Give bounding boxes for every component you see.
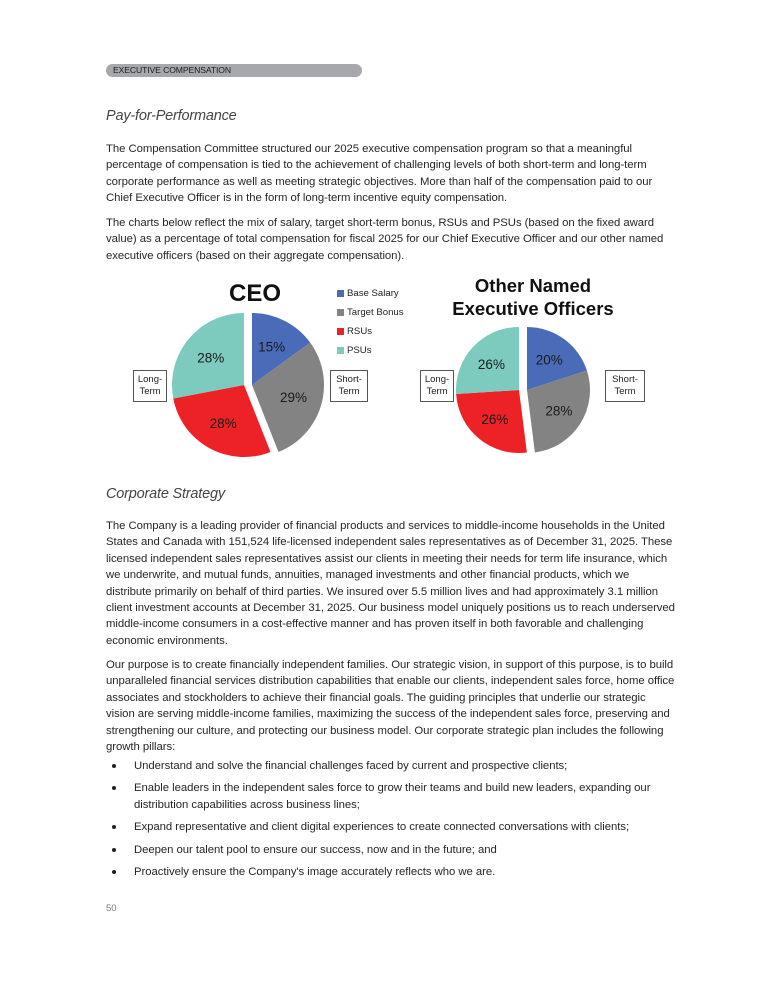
bullet-icon (112, 786, 116, 790)
growth-pillars-list (106, 758, 676, 886)
list-item-text: Proactively ensure the Company's image accurately reflects who we are. (134, 866, 496, 879)
list-item (106, 780, 676, 813)
corporate-strategy-heading: Corporate Strategy (106, 486, 225, 502)
bullet-icon (112, 870, 116, 874)
term-label-line: Term (614, 386, 636, 397)
others-pie-chart (456, 327, 590, 453)
legend-label: Target Bonus (347, 307, 404, 318)
corporate-strategy-paragraph-1: The Company is a leading provider of financial products and services to middle-income households in the United States and Canada with 151,524 life-licensed independent sales representatives as of December 31, 2025. These licensed independent sales representatives assist our clients in meeting their needs for term life insurance, which we underwrite, and mutual funds, annuities, managed investments and other financial products, which we distribute primarily on behalf of third parties. We insured over 5.5 million lives and had approximately 3.1 million client investment accounts at December 31, 2025. Our business model uniquely positions us to reach underserved middle-income consumers in a cost-effective manner and has proven itself in both favorable and challenging economic environments. (106, 520, 675, 647)
term-label-line: Term (139, 386, 161, 397)
others-short-term-label (605, 370, 645, 402)
list-item (106, 758, 676, 774)
ceo-chart-title: CEO (228, 280, 281, 307)
legend-label: RSUs (347, 326, 373, 337)
list-item-text: Enable leaders in the independent sales force to grow their teams and build new leaders, expanding our distribution capabilities across business lines; (134, 782, 651, 811)
list-item-text: Deepen our talent pool to ensure our success, now and in the future; and (134, 843, 497, 856)
pie-data-label: 15% (258, 339, 286, 355)
term-label-line: Short- (612, 374, 638, 385)
pie-data-label: 28% (197, 350, 225, 366)
term-label-line: Long- (137, 374, 163, 385)
ceo-long-term-label (133, 370, 167, 402)
term-label-line: Short- (336, 374, 362, 385)
others-chart-title-line-2: Executive Officers (452, 298, 614, 319)
pie-data-label: 26% (481, 412, 509, 428)
legend-label: Base Salary (347, 288, 399, 299)
pie-data-label: 28% (209, 415, 237, 431)
pie-data-label: 28% (545, 403, 573, 419)
legend-label: PSUs (347, 345, 372, 356)
bullet-icon (112, 825, 116, 829)
others-chart-title-line-1: Other Named (474, 275, 592, 296)
corporate-strategy-paragraph-2: Our purpose is to create financially independent families. Our strategic vision, in support of this purpose, is to build unparalleled financial services distribution capabilities that enable our clients, independent sales force, home office associates and stockholders to achieve their financial goals. The guiding principles that underlie our strategic vision are serving middle-income families, maximizing the success of the independent sales force, preserving and strengthening our culture, and protecting our business model. Our corporate strategic plan includes the following growth pillars: (106, 659, 675, 754)
term-label-line: Long- (424, 374, 450, 385)
page-number: 50 (106, 903, 117, 914)
term-label-line: Term (426, 386, 448, 397)
bullet-icon (112, 848, 116, 852)
list-item (106, 864, 676, 880)
pay-for-performance-paragraph-1: The Compensation Committee structured our 2025 executive compensation program so that a meaningful percentage of compensation is tied to the achievement of challenging levels of both short-term and long-term corporate performance as well as meeting strategic objectives. More than half of the compensation paid to our Chief Executive Officer is in the form of long-term incentive equity compensation. (106, 143, 653, 205)
ceo-pie-chart (172, 313, 324, 457)
list-item (106, 819, 676, 835)
section-header-bar: EXECUTIVE COMPENSATION (106, 64, 362, 77)
list-item (106, 842, 676, 858)
list-item-text: Understand and solve the financial challenges faced by current and prospective clients; (134, 760, 568, 772)
pie-data-label: 20% (535, 352, 563, 368)
pie-data-label: 26% (477, 357, 505, 373)
pay-for-performance-heading: Pay-for-Performance (106, 108, 237, 124)
list-item-text: Expand representative and client digital experiences to create connected conversations with clients; (134, 821, 630, 834)
ceo-short-term-label (330, 370, 368, 402)
others-long-term-label (420, 370, 454, 402)
pay-for-performance-paragraph-2: The charts below reflect the mix of salary, target short-term bonus, RSUs and PSUs (based on the fixed award value) as a percentage of total compensation for fiscal 2025 for our Chief Executive Officer and our other named executive officers (based on their aggregate compensation). (106, 217, 664, 262)
term-label-line: Term (338, 386, 360, 397)
pie-data-label: 29% (279, 390, 308, 406)
bullet-icon (112, 764, 116, 768)
